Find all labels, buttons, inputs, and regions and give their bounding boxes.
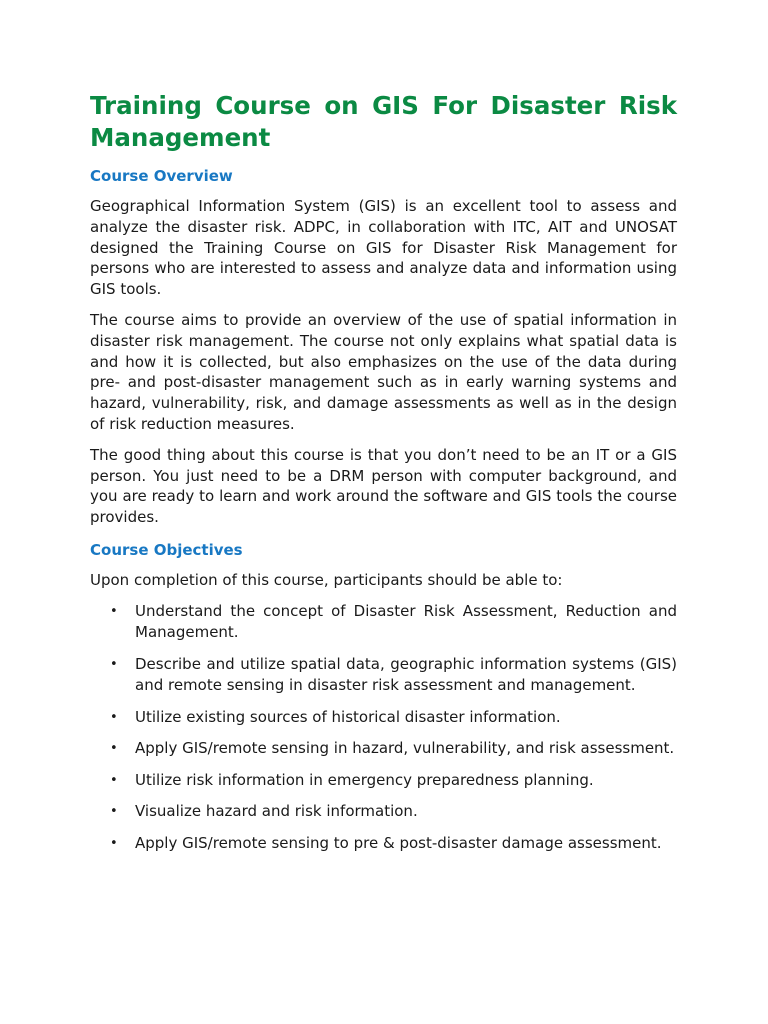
course-objectives-heading: Course Objectives [90, 540, 243, 559]
list-item [90, 801, 677, 823]
document-page [90, 90, 677, 854]
list-item [90, 601, 677, 644]
bullet-icon: • [110, 656, 118, 672]
bullet-icon: • [110, 603, 118, 619]
list-item-text: Understand the concept of Disaster Risk Assessment, Reduction and Management. [135, 601, 677, 642]
list-item-text: Utilize existing sources of historical disaster information. [135, 707, 561, 726]
overview-paragraph: The good thing about this course is that you don’t need to be an IT or a GIS person. You just need to be a DRM person with computer background, and you are ready to learn and work around the software and GIS tools the course provides. [90, 445, 677, 527]
list-item-text: Utilize risk information in emergency preparedness planning. [135, 770, 594, 789]
list-item [90, 738, 677, 760]
bullet-icon: • [110, 804, 118, 820]
list-item-text: Visualize hazard and risk information. [135, 802, 418, 821]
list-item-text: Apply GIS/remote sensing in hazard, vulnerability, and risk assessment. [135, 739, 675, 758]
overview-paragraph: The course aims to provide an overview of the use of spatial information in disaster risk management. The course not only explains what spatial data is and how it is collected, but also emphasizes on the use of the data during pre- and post-disaster management such as in early warning systems and hazard, vulnerability, risk, and damage assessments as well as in the design of risk reduction measures. [90, 310, 677, 433]
list-item [90, 833, 677, 855]
list-item-text: Apply GIS/remote sensing to pre & post-disaster damage assessment. [135, 833, 662, 852]
bullet-icon: • [110, 835, 118, 851]
course-overview-heading: Course Overview [90, 167, 233, 185]
bullet-icon: • [110, 741, 118, 757]
bullet-icon: • [110, 772, 118, 788]
list-item-text: Describe and utilize spatial data, geographic information systems (GIS) and remote sensing in disaster risk assessment and management. [135, 654, 677, 695]
objectives-intro: Upon completion of this course, participants should be able to: [90, 570, 563, 589]
list-item [90, 707, 677, 729]
objectives-list [90, 601, 677, 855]
overview-paragraph: Geographical Information System (GIS) is an excellent tool to assess and analyze the disaster risk. ADPC, in collaboration with ITC, AIT and UNOSAT designed the Training Course on GIS for Disaster Risk Management for persons who are interested to assess and analyze data and information using GIS tools. [90, 197, 677, 299]
list-item [90, 654, 677, 697]
document-title: Training Course on GIS For Disaster Risk Management [90, 91, 677, 152]
bullet-icon: • [110, 709, 118, 725]
list-item [90, 770, 677, 792]
